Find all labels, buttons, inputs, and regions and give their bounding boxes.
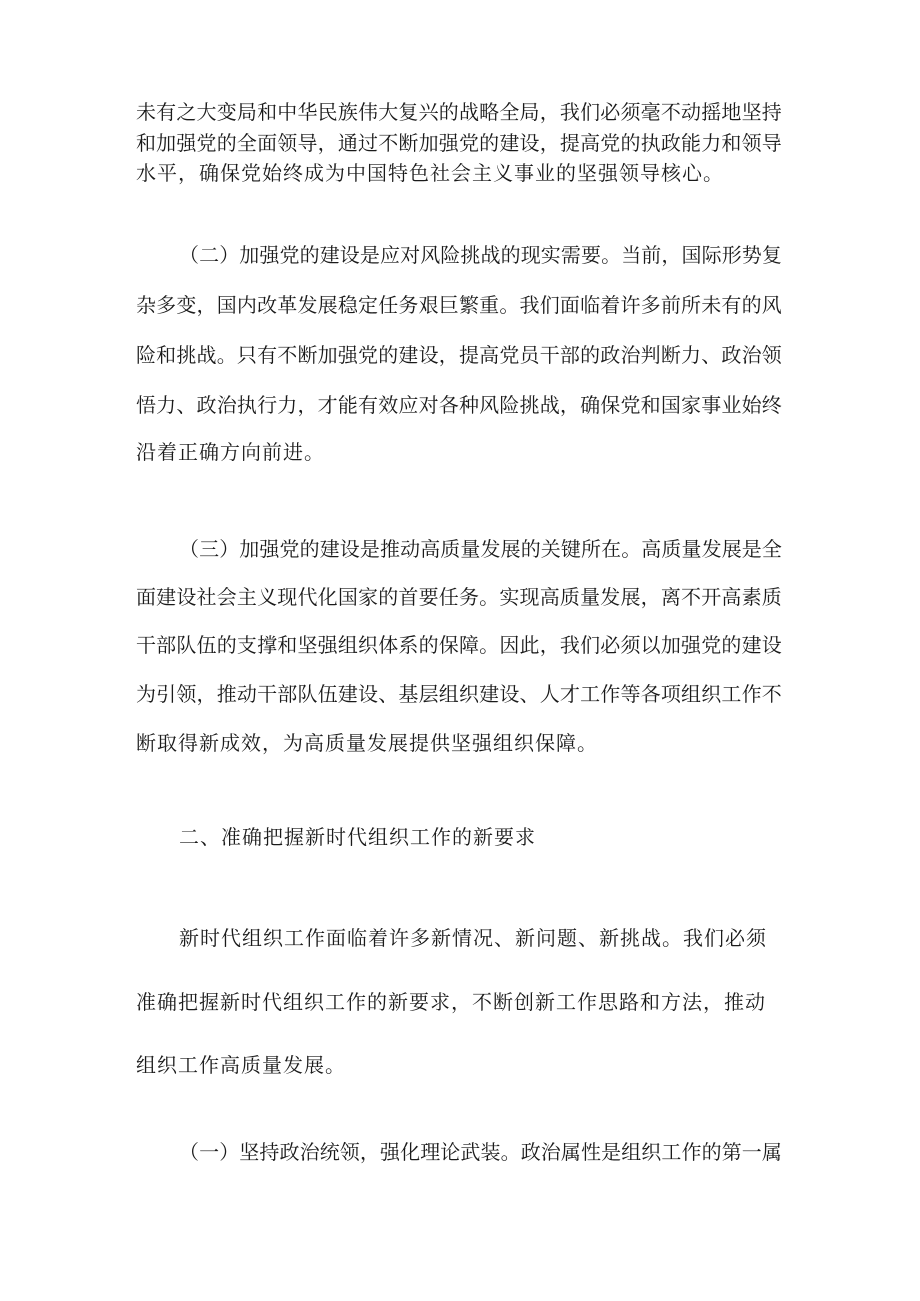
text-line-7: 悟力、政治执行力，才能有效应对各种风险挑战，确保党和国家事业始终 [136,393,782,417]
text-line-1: 未有之大变局和中华民族伟大复兴的战略全局，我们必须毫不动摇地坚持 [136,100,782,124]
text-line-18: （一）坚持政治统领，强化理论武装。政治属性是组织工作的第一属 [179,1140,782,1164]
text-line-13: 断取得新成效，为高质量发展提供坚强组织保障。 [136,731,598,755]
section-heading: 二、准确把握新时代组织工作的新要求 [179,825,536,849]
text-line-16: 准确把握新时代组织工作的新要求，不断创新工作思路和方法，推动 [136,990,766,1014]
text-line-12: 为引领，推动干部队伍建设、基层组织建设、人才工作等各项组织工作不 [136,682,782,706]
text-line-9: （三）加强党的建设是推动高质量发展的关键所在。高质量发展是全 [179,537,782,561]
text-line-15: 新时代组织工作面临着许多新情况、新问题、新挑战。我们必须 [179,926,767,950]
text-line-2: 和加强党的全面领导，通过不断加强党的建设，提高党的执政能力和领导 [136,131,782,155]
text-line-3: 水平，确保党始终成为中国特色社会主义事业的坚强领导核心。 [136,161,724,185]
text-line-8: 沿着正确方向前进。 [136,440,325,464]
text-line-5: 杂多变，国内改革发展稳定任务艰巨繁重。我们面临着许多前所未有的风 [136,293,782,317]
text-line-6: 险和挑战。只有不断加强党的建设，提高党员干部的政治判断力、政治领 [136,343,782,367]
text-line-10: 面建设社会主义现代化国家的首要任务。实现高质量发展，离不开高素质 [136,585,782,609]
text-line-4: （二）加强党的建设是应对风险挑战的现实需要。当前，国际形势复 [179,243,782,267]
text-line-11: 干部队伍的支撑和坚强组织体系的保障。因此，我们必须以加强党的建设 [136,633,782,657]
text-line-17: 组织工作高质量发展。 [136,1053,346,1077]
